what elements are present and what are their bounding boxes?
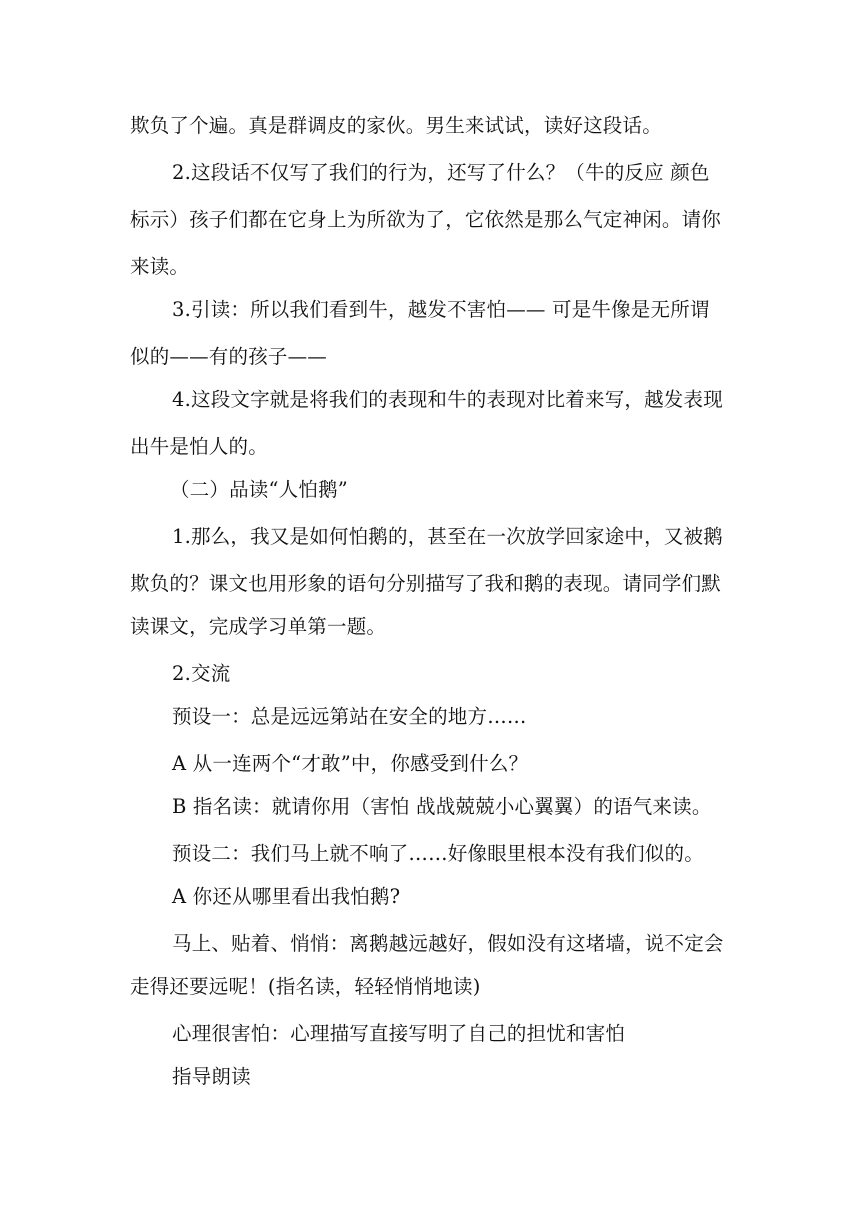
paragraph-line-14: A 从一连两个“才敢”中，你感受到什么？ — [172, 752, 529, 775]
section-heading: （二）品读“人怕鹅” — [170, 478, 348, 501]
paragraph-line-16: 预设二：我们马上就不响了……好像眼里根本没有我们似的。 — [172, 842, 704, 865]
paragraph-line-8: 出牛是怕人的。 — [130, 435, 268, 458]
paragraph-line-15: B 指名读：就请你用（害怕 战战兢兢小心翼翼）的语气来读。 — [172, 795, 712, 818]
paragraph-line-21: 指导朗读 — [172, 1065, 251, 1088]
paragraph-line-6: 似的——有的孩子—— — [130, 345, 328, 368]
paragraph-line-1: 欺负了个遍。真是群调皮的家伙。男生来试试，读好这段话。 — [130, 114, 662, 137]
paragraph-line-19: 走得还要远呢！(指名读，轻轻悄悄地读) — [130, 975, 481, 998]
paragraph-line-2: 2.这段话不仅写了我们的行为，还写了什么？（牛的反应 颜色 — [172, 161, 710, 184]
paragraph-line-5: 3.引读：所以我们看到牛，越发不害怕—— 可是牛像是无所谓 — [172, 298, 710, 321]
paragraph-line-3: 标示）孩子们都在它身上为所欲为了，它依然是那么气定神闲。请你 — [130, 208, 722, 231]
paragraph-line-12: 2.交流 — [172, 662, 231, 685]
paragraph-line-13: 预设一：总是远远第站在安全的地方…… — [172, 705, 527, 728]
paragraph-line-20: 心理很害怕：心理描写直接写明了自己的担忧和害怕 — [172, 1022, 626, 1045]
paragraph-line-11: 读课文，完成学习单第一题。 — [130, 615, 387, 638]
paragraph-line-17: A 你还从哪里看出我怕鹅? — [172, 885, 401, 908]
paragraph-line-18: 马上、贴着、悄悄：离鹅越远越好，假如没有这堵墙，说不定会 — [172, 932, 724, 955]
paragraph-line-7: 4.这段文字就是将我们的表现和牛的表现对比着来写，越发表现 — [172, 388, 723, 411]
paragraph-line-4: 来读。 — [130, 255, 190, 278]
paragraph-line-9: 1.那么，我又是如何怕鹅的，甚至在一次放学回家途中，又被鹅 — [172, 525, 723, 548]
paragraph-line-10: 欺负的？课文也用形象的语句分别描写了我和鹅的表现。请同学们默 — [130, 572, 722, 595]
